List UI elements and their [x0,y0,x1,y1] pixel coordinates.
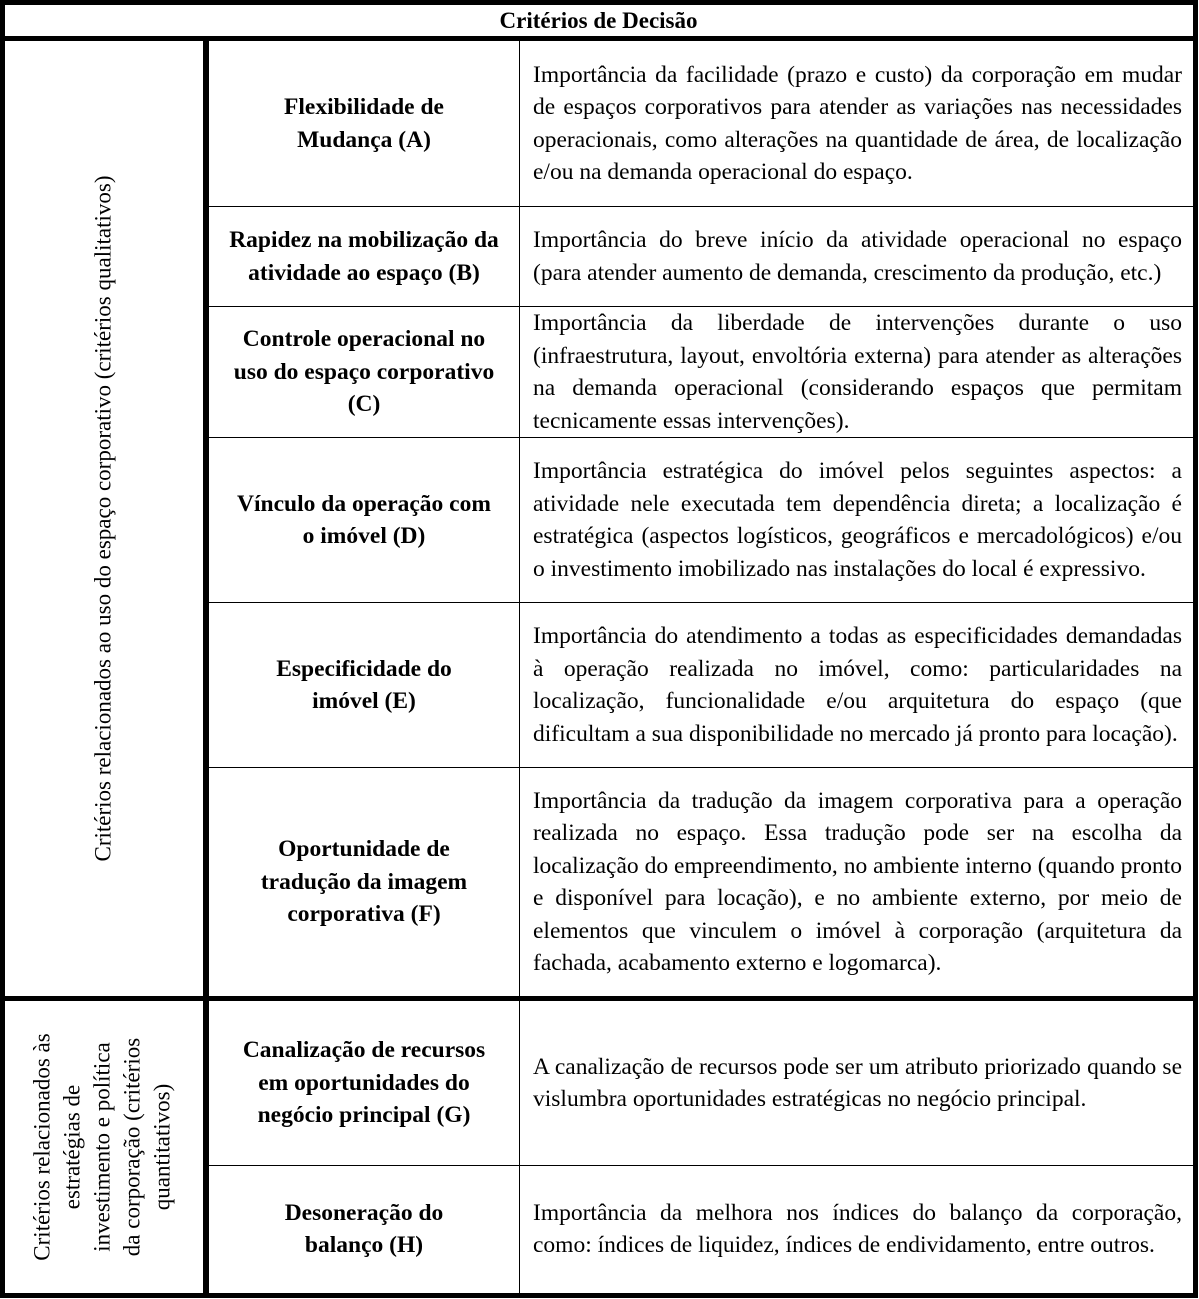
border-row [209,767,1193,768]
criterion-description-text: A canalização de recursos pode ser um atributo priorizado quando se vislumbra oportunidades estratégicas no negócio principal. [533,1053,1182,1112]
criterion-description-g [520,1001,1192,1165]
criterion-description-h [520,1166,1192,1292]
criterion-description-b [520,207,1192,306]
criterion-description-text: Importância do atendimento a todas as especificidades demandadas à operação realizada no imóvel, como: particularidades na localização, funcionalidade e/ou arquitetura do espaço (que dificultam a sua disponibilidade no mercado já pronto para locação). [533,623,1182,747]
criterion-description-a [520,41,1192,206]
group-label-line: estratégias de [60,1084,85,1209]
criterion-description-d [520,438,1192,602]
criterion-description-f [520,768,1192,996]
border-outer-top [0,0,1198,5]
group-label-line: Critérios relacionados às [30,1032,55,1261]
border-column-group [203,36,209,1298]
criterion-name-e: Especificidade do imóvel (E) [276,655,452,714]
criterion-description-text: Importância da melhora nos índices do balanço da corporação, como: índices de liquidez, índices de endividamento, entre outros. [533,1199,1182,1258]
criterion-name-f: Oportunidade de tradução da imagem corporativa (F) [260,836,468,928]
criterion-description-e [520,603,1192,767]
group-label-line: da corporação (critérios [120,1037,145,1256]
border-header-bottom [0,36,1198,41]
border-row [209,437,1193,438]
border-group-separator [0,996,1198,1001]
criterion-description-text: Importância do breve início da atividade operacional no espaço (para atender aumento de demanda, crescimento da produção, etc.) [533,227,1182,286]
group-label-quantitative-text [28,1033,178,1260]
border-row [209,306,1193,307]
border-row [209,206,1193,207]
border-row [209,602,1193,603]
criterion-description-text: Importância da facilidade (prazo e custo) da corporação em mudar de espaços corporativos para atender as variações nas necessidades operacionais, como alterações na quantidade de área, de localização e/ou na demanda operacional do espaço. [533,61,1182,185]
table-title: Critérios de Decisão [499,7,698,33]
group-label-quantitative [4,1001,202,1292]
criterion-name-b: Rapidez na mobilização da atividade ao espaço (B) [229,227,499,286]
border-column-name [519,41,520,1293]
group-label-qualitative-text: Critérios relacionados ao uso do espaço corporativo (critérios qualitativos) [90,175,116,862]
criterion-name-c: Controle operacional no uso do espaço corporativo (C) [233,326,495,418]
criterion-description-c [520,307,1192,437]
group-label-line: quantitativos) [150,1083,175,1210]
criterion-name-d: Vínculo da operação com o imóvel (D) [237,490,491,549]
criterion-name-h: Desoneração do balanço (H) [284,1199,444,1258]
criterion-description-text: Importância da tradução da imagem corporativa para a operação realizada no espaço. Essa tradução pode ser na escolha da localização do empreendimento, no ambiente interno (quando pronto e disponível para locação), e no ambiente externo, por meio de elementos que vinculem o imóvel à corporação (arquitetura da fachada, acabamento externo e logomarca). [533,787,1182,976]
border-row [209,1165,1193,1166]
group-label-line: investimento e política [90,1041,115,1252]
criterion-description-text: Importância estratégica do imóvel pelos seguintes aspectos: a atividade nele executada tem dependência direta; a localização é estratégica (aspectos logísticos, geográficos e mercadológicos) e/ou o investimento imobilizado nas instalações do local é expressivo. [533,458,1182,582]
border-outer-left [0,0,5,1298]
border-outer-bottom [0,1293,1198,1298]
criterion-name-a: Flexibilidade de Mudança (A) [284,94,444,153]
criterion-name-g: Canalização de recursos em oportunidades do negócio principal (G) [242,1037,486,1129]
group-label-qualitative [4,41,202,996]
criterion-description-text: Importância da liberdade de intervenções durante o uso (infraestrutura, layout, envoltória externa) para atender as alterações na demanda operacional (considerando espaços que permitam tecnicamente essas intervenções). [533,310,1182,434]
border-outer-right [1193,0,1198,1298]
